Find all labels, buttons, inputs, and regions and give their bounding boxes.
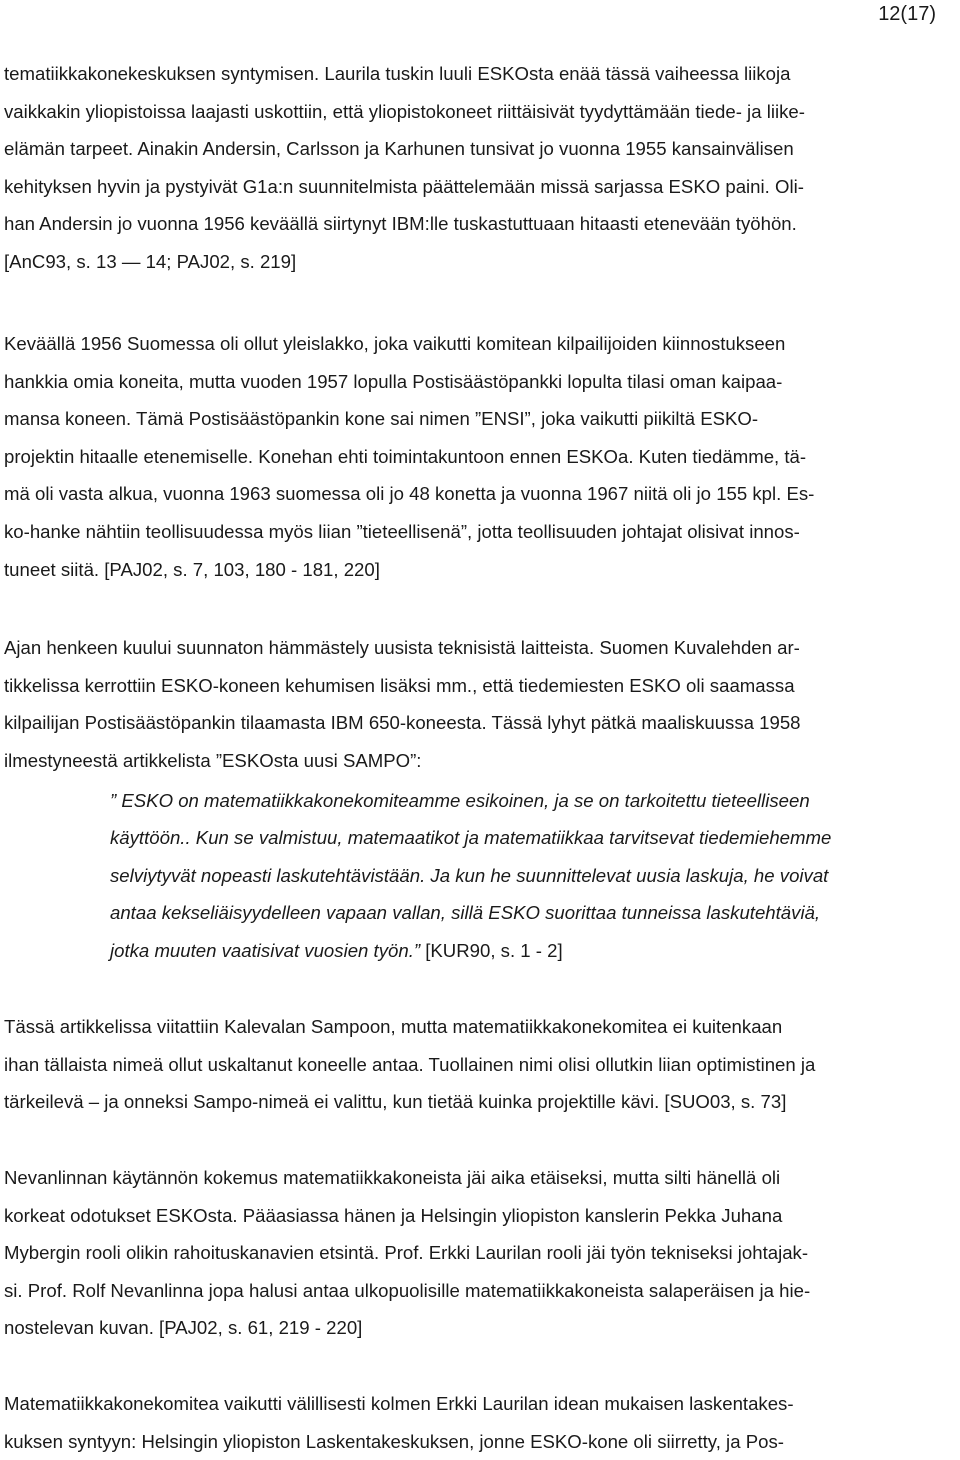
text-line: korkeat odotukset ESKOsta. Pääasiassa hänen ja Helsingin yliopiston kanslerin Pekka Juhana bbox=[4, 1204, 783, 1226]
text-line: mä oli vasta alkua, vuonna 1963 suomessa oli jo 48 konetta ja vuonna 1967 niitä oli jo 155 kpl. Es- bbox=[4, 483, 815, 505]
text-line: elämän tarpeet. Ainakin Andersin, Carlsson ja Karhunen tunsivat jo vuonna 1955 kansainvälisen bbox=[4, 138, 794, 160]
quote-line: selviytyvät nopeasti laskutehtävistään. Ja kun he suunnittelevat uusia laskuja, he voivat bbox=[110, 864, 829, 886]
text-line: Ajan henkeen kuului suunnaton hämmästely uusista teknisistä laitteista. Suomen Kuvalehden ar- bbox=[4, 637, 800, 658]
text-line: ko-hanke nähtiin teollisuudessa myös liian ”tieteellisenä”, jotta teollisuuden johtajat olisivat innos- bbox=[4, 520, 800, 542]
quote-line: antaa kekseliäisyydelleen vapaan vallan, sillä ESKO suorittaa tunneissa laskutehtäviä, bbox=[110, 902, 821, 924]
paragraph bbox=[4, 1385, 956, 1460]
text-line: kilpailijan Postisäästöpankin tilaamasta IBM 650-koneesta. Tässä lyhyt pätkä maaliskuussa 1958 bbox=[4, 712, 801, 734]
text-line: tuneet siitä. [PAJ02, s. 7, 103, 180 - 181, 220] bbox=[4, 558, 380, 580]
text-line: [AnC93, s. 13 — 14; PAJ02, s. 219] bbox=[4, 250, 297, 272]
paragraph bbox=[4, 629, 956, 779]
text-line: nostelevan kuvan. [PAJ02, s. 61, 219 - 220] bbox=[4, 1317, 363, 1339]
quote-line bbox=[110, 932, 956, 969]
text-line: Keväällä 1956 Suomessa oli ollut yleislakko, joka vaikutti komitean kilpailijoiden kiinnostukseen bbox=[4, 333, 786, 354]
text-line: Mybergin rooli olikin rahoituskanavien etsintä. Prof. Erkki Laurilan rooli jäi työn tekniseksi johtajak- bbox=[4, 1242, 809, 1264]
quote-citation: [KUR90, s. 1 - 2] bbox=[420, 939, 563, 961]
text-line: Matematiikkakonekomitea vaikutti välillisesti kolmen Erkki Laurilan idean mukaisen laskentakes- bbox=[4, 1393, 794, 1414]
text-line: Tässä artikkelissa viitattiin Kalevalan Sampoon, mutta matematiikkakonekomitea ei kuitenkaan bbox=[4, 1016, 783, 1037]
text-line: vaikkakin yliopistoissa laajasti uskottiin, että yliopistokoneet riittäisivät tyydyttämään tiede- ja liike- bbox=[4, 100, 805, 122]
quote-line: käyttöön.. Kun se valmistuu, matemaatikot ja matematiikkaa tarvitsevat tiedemiehemme bbox=[110, 827, 832, 849]
text-line: projektin hitaalle etenemiselle. Konehan ehti toimintakuntoon ennen ESKOa. Kuten tiedämme, tä- bbox=[4, 445, 807, 467]
paragraph bbox=[4, 325, 956, 588]
text-line: tikkelissa kerrottiin ESKO-koneen kehumisen lisäksi mm., että tiedemiesten ESKO oli saamassa bbox=[4, 674, 795, 696]
text-line: hankkia omia koneita, mutta vuoden 1957 lopulla Postisäästöpankki lopulta tilasi oman kaipaa- bbox=[4, 370, 783, 392]
paragraph bbox=[4, 1159, 956, 1347]
text-line: ilmestyneestä artikkelista ”ESKOsta uusi SAMPO”: bbox=[4, 749, 422, 771]
text-line: kehityksen hyvin ja pystyivät G1a:n suunnitelmista päättelemään missä sarjassa ESKO paini. Oli- bbox=[4, 175, 804, 197]
block-quote bbox=[110, 782, 956, 969]
text-line: kuksen syntyyn: Helsingin yliopiston Laskentakeskuksen, jonne ESKO-kone oli siirretty, ja Pos- bbox=[4, 1430, 784, 1452]
paragraph bbox=[4, 55, 956, 281]
text-line: tematiikkakonekeskuksen syntymisen. Laurila tuskin luuli ESKOsta enää tässä vaiheessa liikoja bbox=[4, 63, 791, 84]
text-line: ihan tällaista nimeä ollut uskaltanut koneelle antaa. Tuollainen nimi olisi ollutkin liian optimistinen ja bbox=[4, 1053, 816, 1075]
text-line: tärkeilevä – ja onneksi Sampo-nimeä ei valittu, kun tietää kuinka projektille kävi. [SUO03, s. 73] bbox=[4, 1091, 787, 1113]
page-number: 12(17) bbox=[878, 3, 936, 25]
text-line: si. Prof. Rolf Nevanlinna jopa halusi antaa ulkopuolisille matematiikkakoneista salaperäisen ja hie- bbox=[4, 1279, 811, 1301]
quote-last-line: jotka muuten vaatisivat vuosien työn.” bbox=[110, 939, 421, 961]
text-line: mansa koneen. Tämä Postisäästöpankin kone sai nimen ”ENSI”, joka vaikutti piikiltä ESKO- bbox=[4, 408, 759, 430]
paragraph bbox=[4, 1008, 956, 1121]
quote-line: ” ESKO on matematiikkakonekomiteamme esikoinen, ja se on tarkoitettu tieteelliseen bbox=[110, 790, 810, 811]
text-line: Nevanlinnan käytännön kokemus matematiikkakoneista jäi aika etäiseksi, mutta silti hänellä oli bbox=[4, 1167, 781, 1188]
text-line: han Andersin jo vuonna 1956 keväällä siirtynyt IBM:lle tuskastuttuaan hitaasti etenevään työhön. bbox=[4, 213, 797, 235]
